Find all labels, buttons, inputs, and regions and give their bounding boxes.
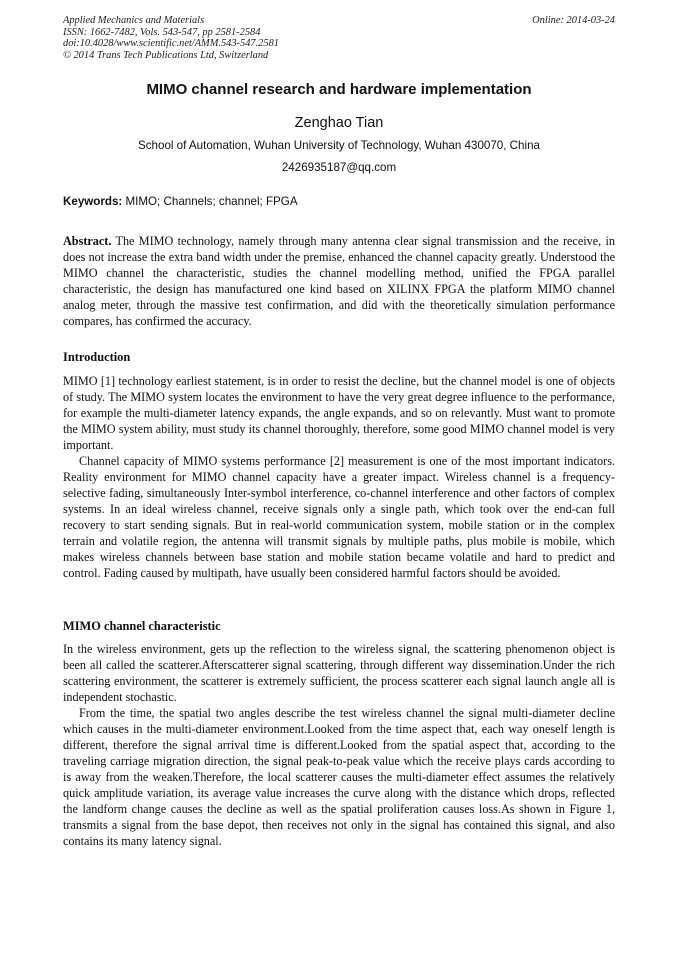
journal-doi: doi:10.4028/www.scientific.net/AMM.543-547.2581 bbox=[63, 38, 279, 49]
paper-title: MIMO channel research and hardware implementation bbox=[146, 81, 532, 98]
characteristic-paragraph-1: In the wireless environment, gets up the reflection to the wireless signal, the scattering phenomenon object is been all called the scatterer.Afterscatterer signal scattering, through different way dissemination.Under the rich scattering environment, the scatterer is extremely sufficient, the process scatterer each signal launch angle all is independent stochastic. bbox=[63, 642, 615, 704]
abstract-text: The MIMO technology, namely through many antenna clear signal transmission and the receive, in does not increase the extra band width under the premise, enhanced the channel capacity greatly. Understood the MIMO channel the characteristic, studies the channel modelling method, unified the FPGA parallel characteristic, the design has manufactured one kind based on XILINX FPGA the platform MIMO channel analog meter, through the massive test confirmation, and did with the theoretically simulation performance compares, has confirmed the accuracy. bbox=[63, 234, 615, 328]
journal-issn: ISSN: 1662-7482, Vols. 543-547, pp 2581-2584 bbox=[63, 26, 261, 38]
introduction-heading: Introduction bbox=[63, 350, 131, 364]
characteristic-paragraph-2: From the time, the spatial two angles describe the test wireless channel the signal multi-diameter decline which causes in the multi-diameter environment.Looked from the time aspect that, each way oneself length is different, therefore the signal arrival time is different.Looked from the spatial aspect that, according to the traveling carriage migration direction, the signal peak-to-peak value which the receive plays cards according to is away from the weaken.Therefore, the local scatterer causes the multi-diameter effect assumes the relatively quick amplitude variation, its average value increases the curve along with the distance which drops, reflected the landform change causes the decline as well as the spatial proliferation causes loss.As shown in Figure 1, transmits a signal from the base depot, then receives not only in the signal has contained this signal, and also contains its many latency signal. bbox=[63, 706, 615, 848]
journal-copyright: © 2014 Trans Tech Publications Ltd, Switzerland bbox=[63, 49, 269, 61]
journal-header bbox=[63, 15, 615, 61]
abstract bbox=[63, 233, 615, 329]
author-email: 2426935187@qq.com bbox=[281, 161, 397, 174]
characteristic-section bbox=[63, 641, 615, 849]
paper-author: Zenghao Tian bbox=[294, 115, 384, 131]
keywords bbox=[63, 194, 615, 209]
author-affiliation: School of Automation, Wuhan University of Technology, Wuhan 430070, China bbox=[138, 139, 540, 152]
keywords-text: MIMO; Channels; channel; FPGA bbox=[122, 195, 298, 208]
abstract-label: Abstract. bbox=[63, 234, 112, 248]
introduction-paragraph-1: MIMO [1] technology earliest statement, is in order to resist the decline, but the channel model is one of objects of study. The MIMO system locates the environment to have the very great degree influence to the performance, for example the multi-diameter latency expands, the angle expands, and so on relevantly. Must want to promote the MIMO system ability, must study its channel thoroughly, therefore, some good MIMO channel model is very important. bbox=[63, 374, 615, 452]
introduction-section bbox=[63, 373, 615, 581]
online-date: Online: 2014-03-24 bbox=[532, 15, 615, 26]
keywords-label: Keywords: bbox=[63, 195, 123, 208]
journal-name: Applied Mechanics and Materials bbox=[63, 15, 205, 26]
introduction-paragraph-2: Channel capacity of MIMO systems performance [2] measurement is one of the most important indicators. Reality environment for MIMO channel capacity have a greater impact. Wireless channel is a frequency-selective fading, simultaneously Inter-symbol interference, co-channel interference and other factors of complex systems. In an ideal wireless channel, receive signals only a single path, which took over the end-can full recovery to start sending signals. But in real-world communication system, mobile station or in the complex terrain and volatile region, the antenna will transmit signals by multiple paths, plus mobile is mobile, which makes wireless channels between base station and mobile station became volatile and hard to predict and control. Fading caused by multipath, have usually been considered harmful factors should be avoided. bbox=[63, 454, 615, 580]
characteristic-heading: MIMO channel characteristic bbox=[63, 619, 221, 633]
